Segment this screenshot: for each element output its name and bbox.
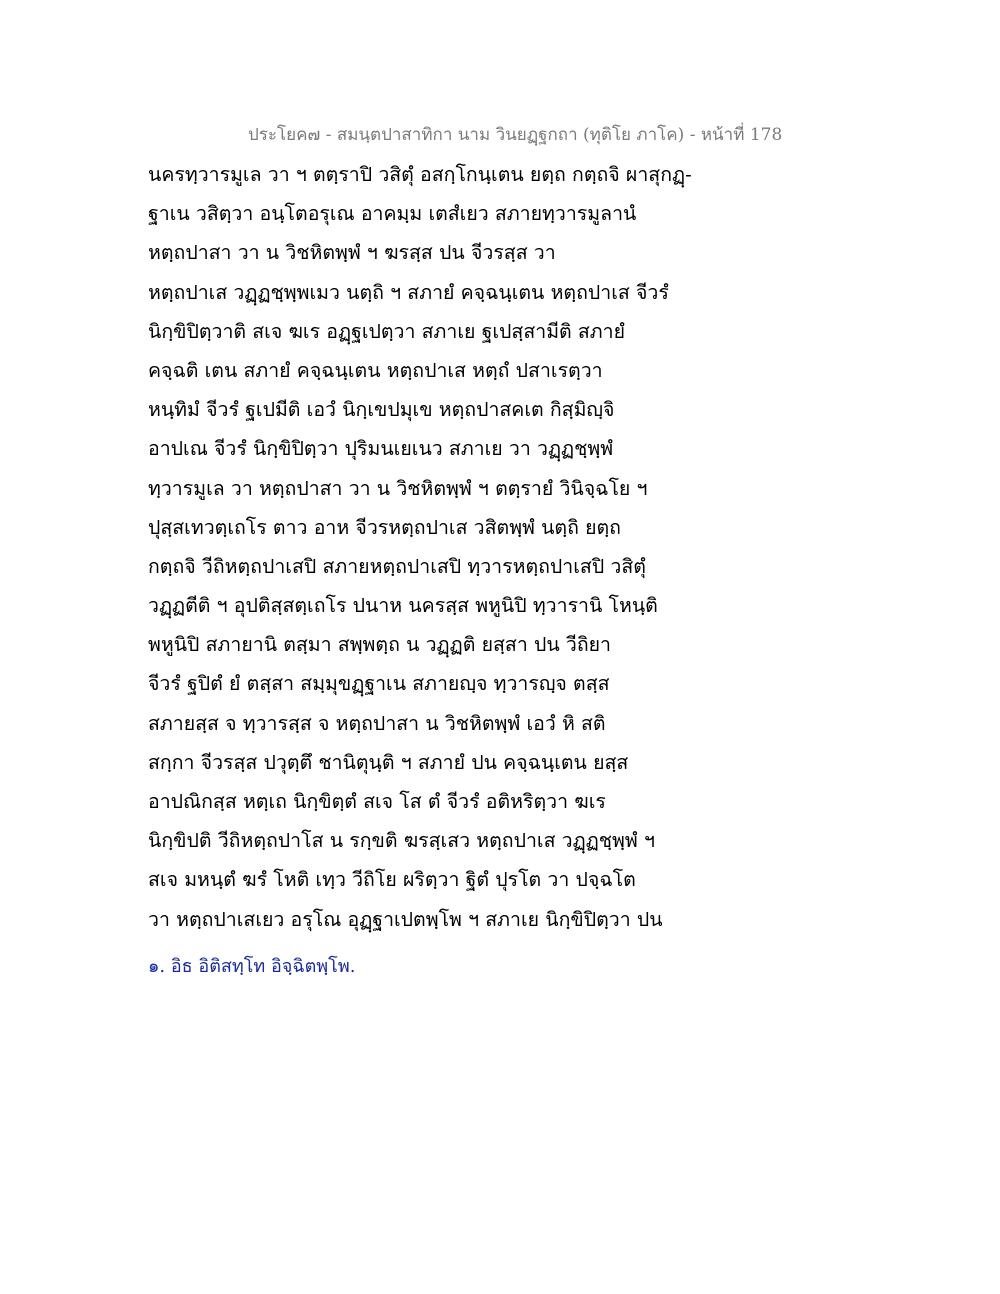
text-line: กตฺถจิ วีถิหตฺถปาเสปิ สภายหตฺถปาเสปิ ทฺวารหตฺถปาเสปิ วสิตุํ xyxy=(148,554,646,578)
text-line: อาปเณ จีวรํ นิกฺขิปิตฺวา ปุริมนเยเนว สภาเย วา วฏฺฏชฺพฺพํ xyxy=(148,437,614,461)
text-line: วา หตฺถปาเสเยว อรุโณ อุฏฺฐาเปตพฺโพ ฯ สภาเย นิกฺขิปิตฺวา ปน xyxy=(148,907,663,931)
text-line: พหูนิปิ สภายานิ ตสฺมา สพฺพตฺถ น วฏฺฏติ ยสฺสา ปน วีถิยา xyxy=(148,633,612,657)
text-line: วฏฺฏตีติ ฯ อุปติสฺสตฺเถโร ปนาห นครสฺส พหูนิปิ ทฺวารานิ โหนฺติ xyxy=(148,594,658,618)
text-line: ฐาเน วสิตฺวา อนฺโตอรุเณ อาคมฺม เตสํเยว สภายทฺวารมูลานํ xyxy=(148,202,637,226)
text-line: ทฺวารมูเล วา หตฺถปาสา วา น วิชหิตพฺพํ ฯ ตตฺรายํ วินิจฺฉโย ฯ xyxy=(148,476,648,500)
text-line: นิกฺขิปิตฺวาติ สเจ ฆเร อฏฺฐเปตฺวา สภาเย ฐเปสฺสามีติ สภายํ xyxy=(148,319,626,343)
text-line: หตฺถปาสา วา น วิชหิตพฺพํ ฯ ฆรสฺส ปน จีวรสฺส วา xyxy=(148,241,556,265)
text-line: จีวรํ ฐปิตํ ยํ ตสฺสา สมฺมุขฏฺฐาเน สภายญฺจ ทฺวารญฺจ ตสฺส xyxy=(148,672,610,696)
text-line: หตฺถปาเส วฏฺฏชฺพฺพเมว นตฺถิ ฯ สภายํ คจฺฉนฺเตน หตฺถปาเส จีวรํ xyxy=(148,280,669,304)
text-line: สภายสฺส จ ทฺวารสฺส จ หตฺถปาสา น วิชหิตพฺพํ เอวํ หิ สติ xyxy=(148,711,606,735)
footnote: ๑. อิธ อิติสทฺโท อิจฺฉิตพฺโพ. xyxy=(148,956,356,977)
text-line: อาปณิกสฺส หตฺเถ นิกฺขิตฺตํ สเจ โส ตํ จีวรํ อติหริตฺวา ฆเร xyxy=(148,790,606,813)
body-text xyxy=(148,155,748,939)
text-line: หนฺทิมํ จีวรํ ฐเปมีติ เอวํ นิกฺเขปมุเข หตฺถปาสคเต กิสฺมิญฺจิ xyxy=(148,398,615,422)
text-line: นิกฺขิปติ วีถิหตฺถปาโส น รกฺขติ ฆรสฺเสว หตฺถปาเส วฏฺฏชฺพฺพํ ฯ xyxy=(148,829,655,853)
text-line: สกฺกา จีวรสฺส ปวุตฺตึ ชานิตุนฺติ ฯ สภายํ ปน คจฺฉนฺเตน ยสฺส xyxy=(148,750,629,774)
text-line: สเจ มหนฺตํ ฆรํ โหติ เทฺว วีถิโย ผริตฺวา ฐิตํ ปุรโต วา ปจฺฉโต xyxy=(148,868,636,892)
text-line: คจฺฉติ เตน สภายํ คจฺฉนฺเตน หตฺถปาเส หตฺถํ ปสาเรตฺวา xyxy=(148,358,603,382)
page-header: ประโยค๗ - สมนฺตปาสาทิกา นาม วินยฏฺฐกถา (ทุติโย ภาโค) - หน้าที่ 178 xyxy=(248,125,783,145)
text-line: ปุสฺสเทวตฺเถโร ตาว อาห จีวรหตฺถปาเส วสิตพฺพํ นตฺถิ ยตฺถ xyxy=(148,515,621,539)
text-line: นครทฺวารมูเล วา ฯ ตตฺราปิ วสิตุํ อสกฺโกนฺเตน ยตฺถ กตฺถจิ ผาสุกฏฺ- xyxy=(148,163,692,186)
